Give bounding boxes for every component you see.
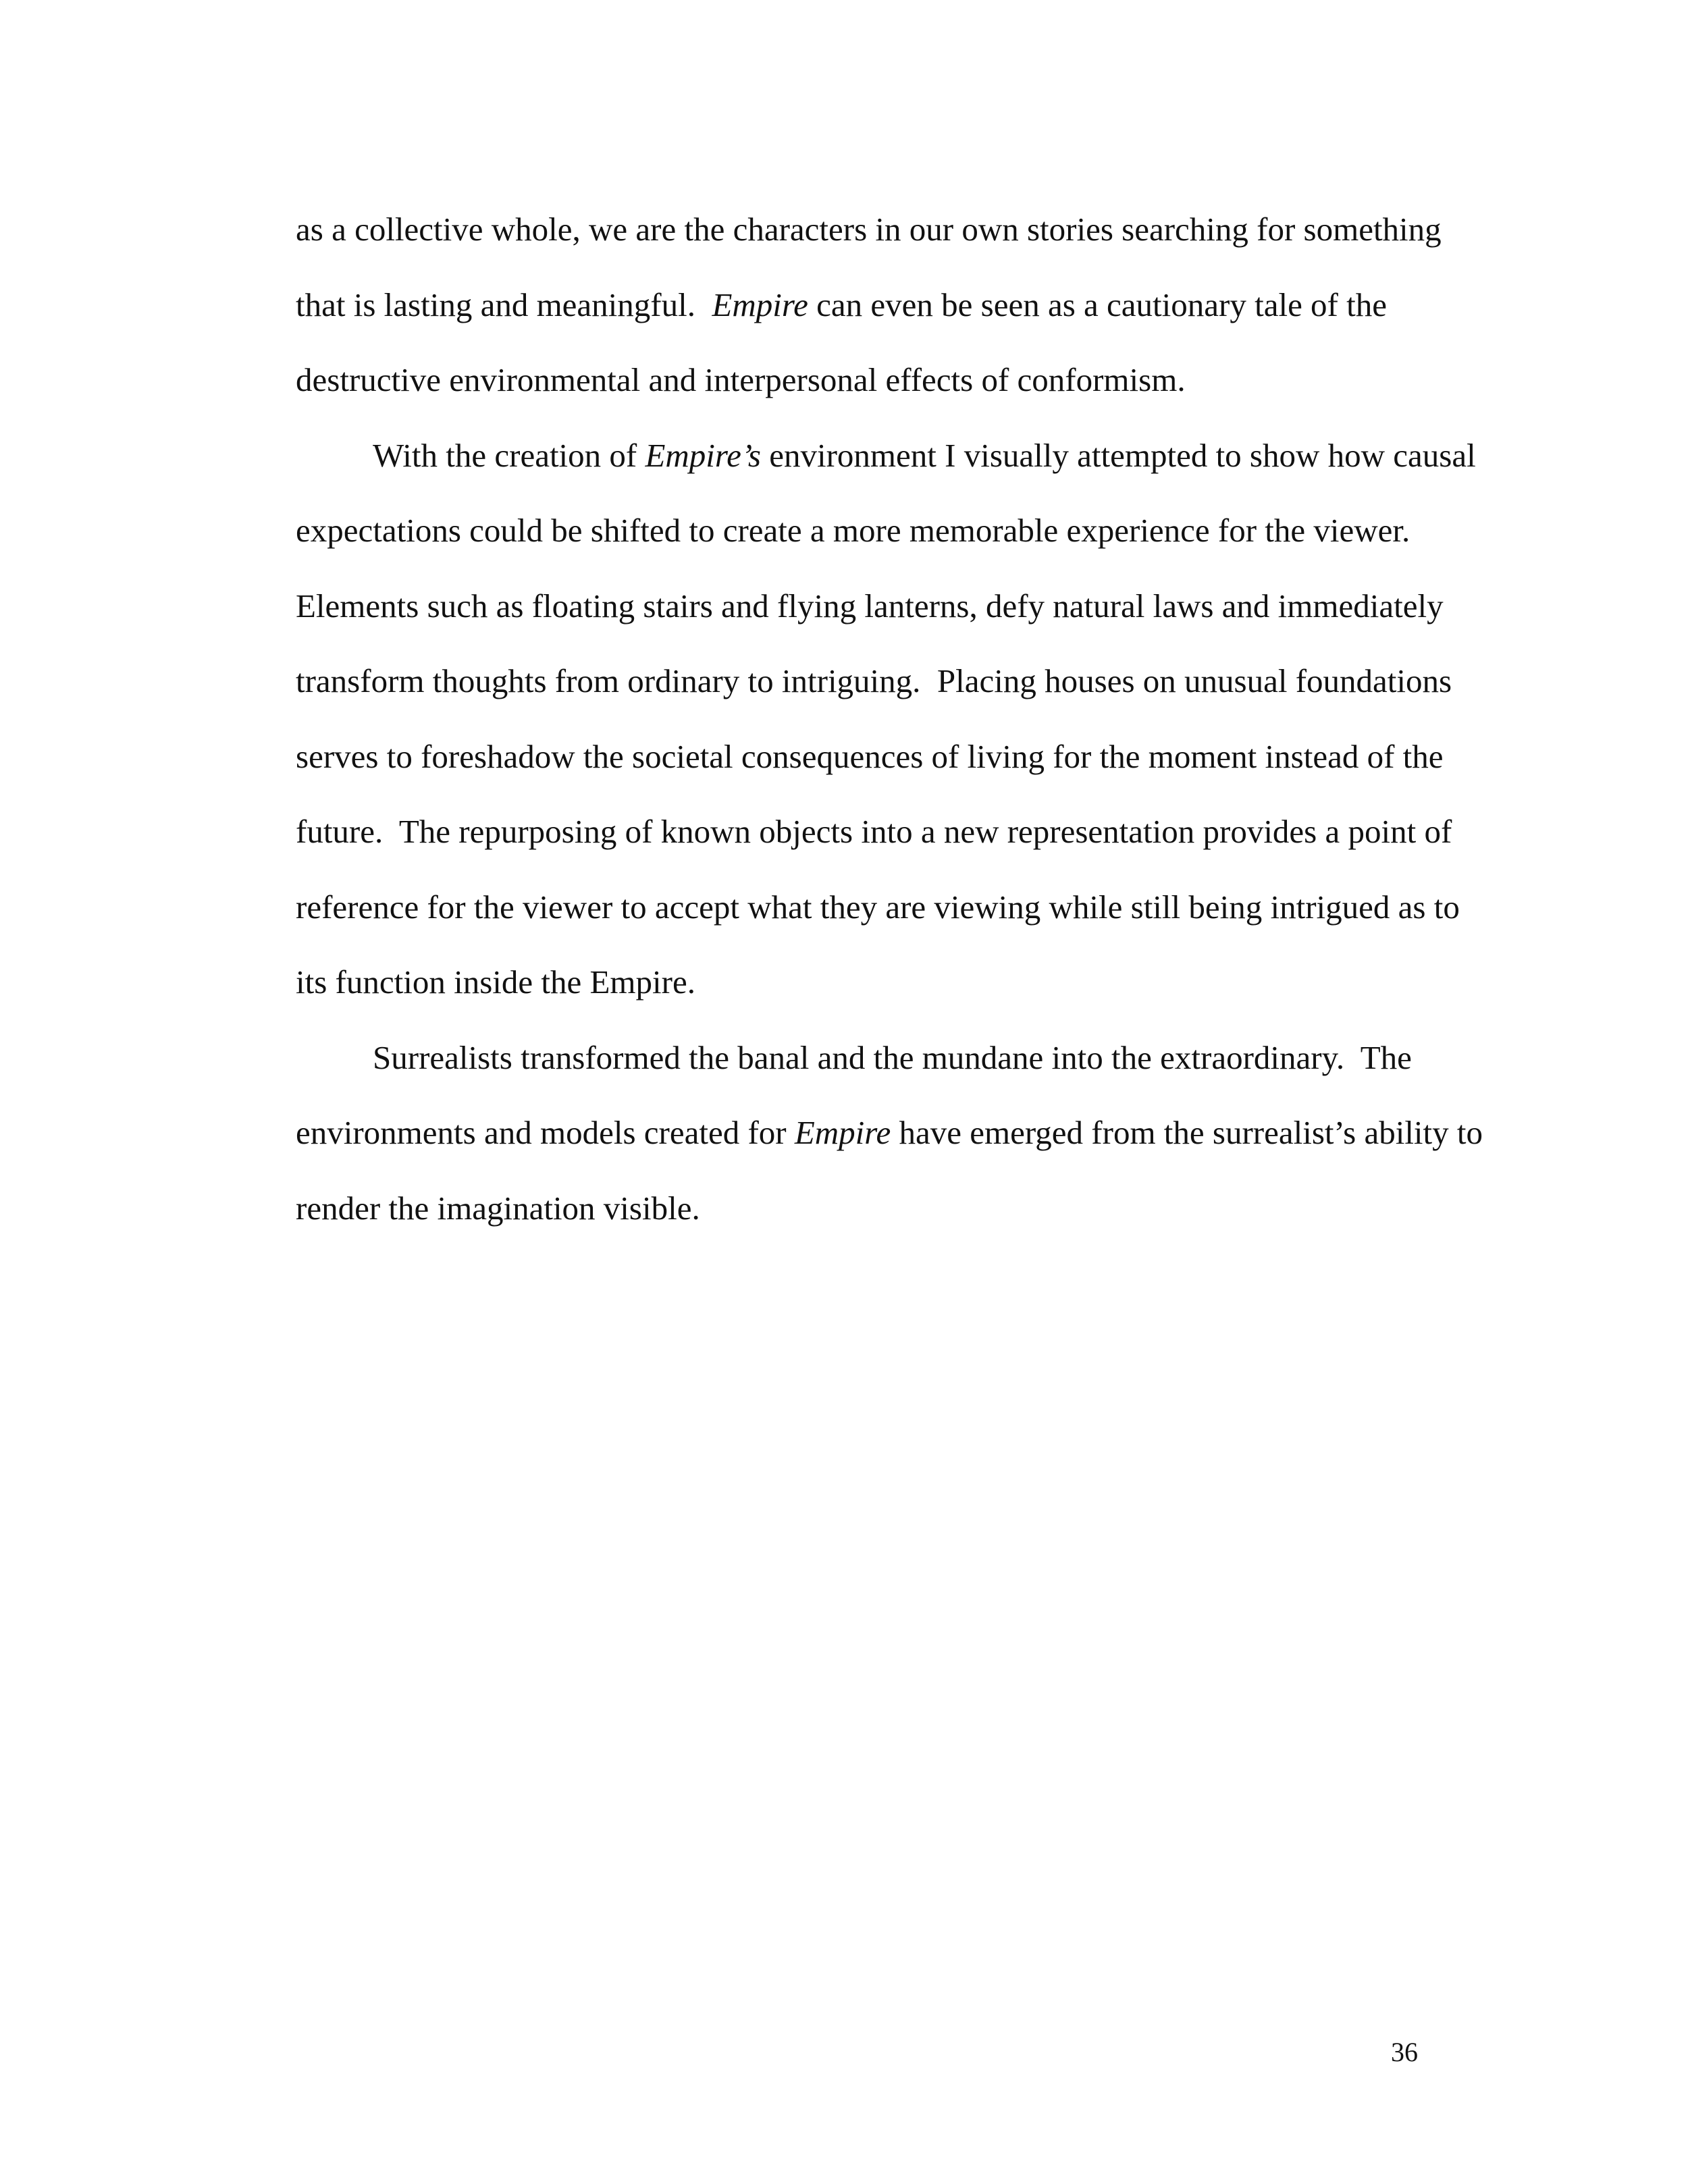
text-line [296, 267, 1511, 343]
text-line [296, 1020, 1511, 1096]
text-segment: can even be seen as a cautionary tale of the [808, 286, 1387, 323]
text-segment: serves to foreshadow the societal consequences of living for the moment instead of the [296, 737, 1444, 775]
text-segment: reference for the viewer to accept what they are viewing while still being intrigued as to [296, 888, 1460, 926]
text-segment: as a collective whole, we are the characters in our own stories searching for something [296, 211, 1442, 248]
text-line [296, 719, 1511, 795]
text-segment: Elements such as floating stairs and flying lanterns, defy natural laws and immediately [296, 587, 1444, 624]
text-segment: future. The repurposing of known objects into a new representation provides a point of [296, 813, 1452, 850]
page-number: 36 [1391, 2037, 1418, 2067]
text-segment: that is lasting and meaningful. [296, 286, 712, 323]
italic-title: Empire’s [645, 436, 761, 474]
text-line [296, 418, 1511, 494]
text-segment: environments and models created for [296, 1114, 795, 1151]
text-line [296, 493, 1511, 568]
text-line [296, 1171, 1511, 1246]
text-line [296, 192, 1511, 267]
text-segment: have emerged from the surrealist’s ability to [891, 1114, 1483, 1151]
italic-title: Empire [794, 1114, 891, 1151]
text-line [296, 643, 1511, 719]
text-segment: Surrealists transformed the banal and the mundane into the extraordinary. The [373, 1038, 1412, 1076]
text-line [296, 1095, 1511, 1171]
text-line [296, 794, 1511, 870]
body-text [296, 192, 1511, 1246]
text-line [296, 870, 1511, 945]
text-segment: its function inside the Empire. [296, 963, 695, 1001]
text-line [296, 342, 1511, 418]
text-line [296, 568, 1511, 644]
text-segment: expectations could be shifted to create a more memorable experience for the viewer. [296, 512, 1410, 549]
text-segment: render the imagination visible. [296, 1189, 700, 1227]
text-segment: environment I visually attempted to show how causal [760, 436, 1476, 474]
text-line [296, 944, 1511, 1020]
text-segment: transform thoughts from ordinary to intriguing. Placing houses on unusual foundations [296, 662, 1452, 699]
text-segment: With the creation of [373, 436, 645, 474]
text-segment: destructive environmental and interpersonal effects of conformism. [296, 361, 1186, 398]
italic-title: Empire [712, 286, 808, 323]
